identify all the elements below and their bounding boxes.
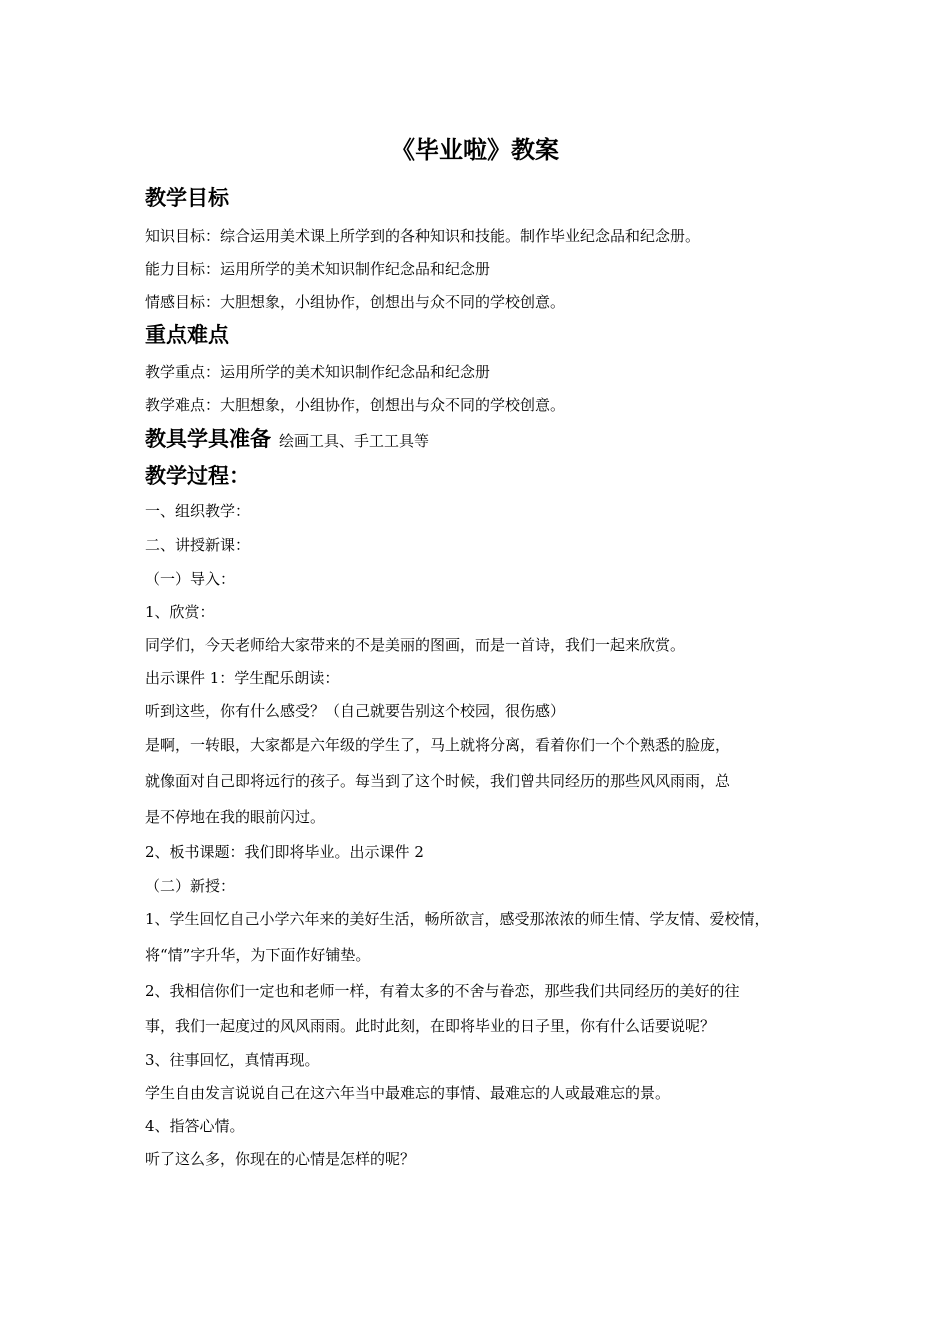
- process-line: 就像面对自己即将远行的孩子。每当到了这个时候，我们曾共同经历的那些风风雨雨，总: [145, 772, 731, 790]
- difficult-point: 教学难点：大胆想象，小组协作，创想出与众不同的学校创意。: [145, 396, 566, 414]
- process-line: 3、往事回忆，真情再现。: [145, 1051, 320, 1069]
- process-line: 1、学生回忆自己小学六年来的美好生活，畅所欲言，感受那浓浓的师生情、学友情、爱校情，: [145, 910, 770, 928]
- process-line: （二）新授：: [145, 877, 236, 895]
- goal-ability: 能力目标：运用所学的美术知识制作纪念品和纪念册: [145, 260, 491, 278]
- process-line: 是啊，一转眼，大家都是六年级的学生了，马上就将分离，看着你们一个个熟悉的脸庞，: [145, 736, 731, 754]
- process-line: 2、我相信你们一定也和老师一样，有着太多的不舍与眷恋，那些我们共同经历的美好的往: [145, 982, 740, 1000]
- process-line: 同学们，今天老师给大家带来的不是美丽的图画，而是一首诗，我们一起来欣赏。: [145, 636, 686, 654]
- process-line: 出示课件 1：学生配乐朗读：: [145, 669, 340, 687]
- tools-content: 绘画工具、手工工具等: [279, 432, 430, 450]
- process-line: 一、组织教学：: [145, 502, 251, 520]
- process-line: （一）导入：: [145, 570, 236, 588]
- process-line: 听了这么多，你现在的心情是怎样的呢？: [145, 1150, 416, 1168]
- section-heading-key-points: 重点难点: [145, 322, 229, 347]
- goal-knowledge: 知识目标：综合运用美术课上所学到的各种知识和技能。制作毕业纪念品和纪念册。: [145, 227, 701, 245]
- process-line: 1、欣赏：: [145, 603, 215, 621]
- tools-heading-text: 教具学具准备: [145, 426, 271, 451]
- section-heading-tools: [145, 424, 429, 456]
- key-point: 教学重点：运用所学的美术知识制作纪念品和纪念册: [145, 363, 491, 381]
- process-line: 4、指答心情。: [145, 1117, 245, 1135]
- process-line: 二、讲授新课：: [145, 536, 251, 554]
- document-title: 《毕业啦》教案: [391, 135, 559, 164]
- process-line: 将“情”字升华，为下面作好铺垫。: [145, 946, 371, 964]
- section-heading-process: 教学过程：: [145, 463, 250, 488]
- section-heading-goals: 教学目标: [145, 185, 229, 210]
- process-line: 是不停地在我的眼前闪过。: [145, 808, 326, 826]
- process-line: 事，我们一起度过的风风雨雨。此时此刻，在即将毕业的日子里，你有什么话要说呢？: [145, 1017, 716, 1035]
- goal-emotion: 情感目标：大胆想象，小组协作，创想出与众不同的学校创意。: [145, 293, 566, 311]
- process-line: 学生自由发言说说自己在这六年当中最难忘的事情、最难忘的人或最难忘的景。: [145, 1084, 671, 1102]
- process-line: 2、板书课题：我们即将毕业。出示课件 2: [145, 843, 424, 861]
- process-line: 听到这些，你有什么感受？（自己就要告别这个校园，很伤感）: [145, 702, 566, 720]
